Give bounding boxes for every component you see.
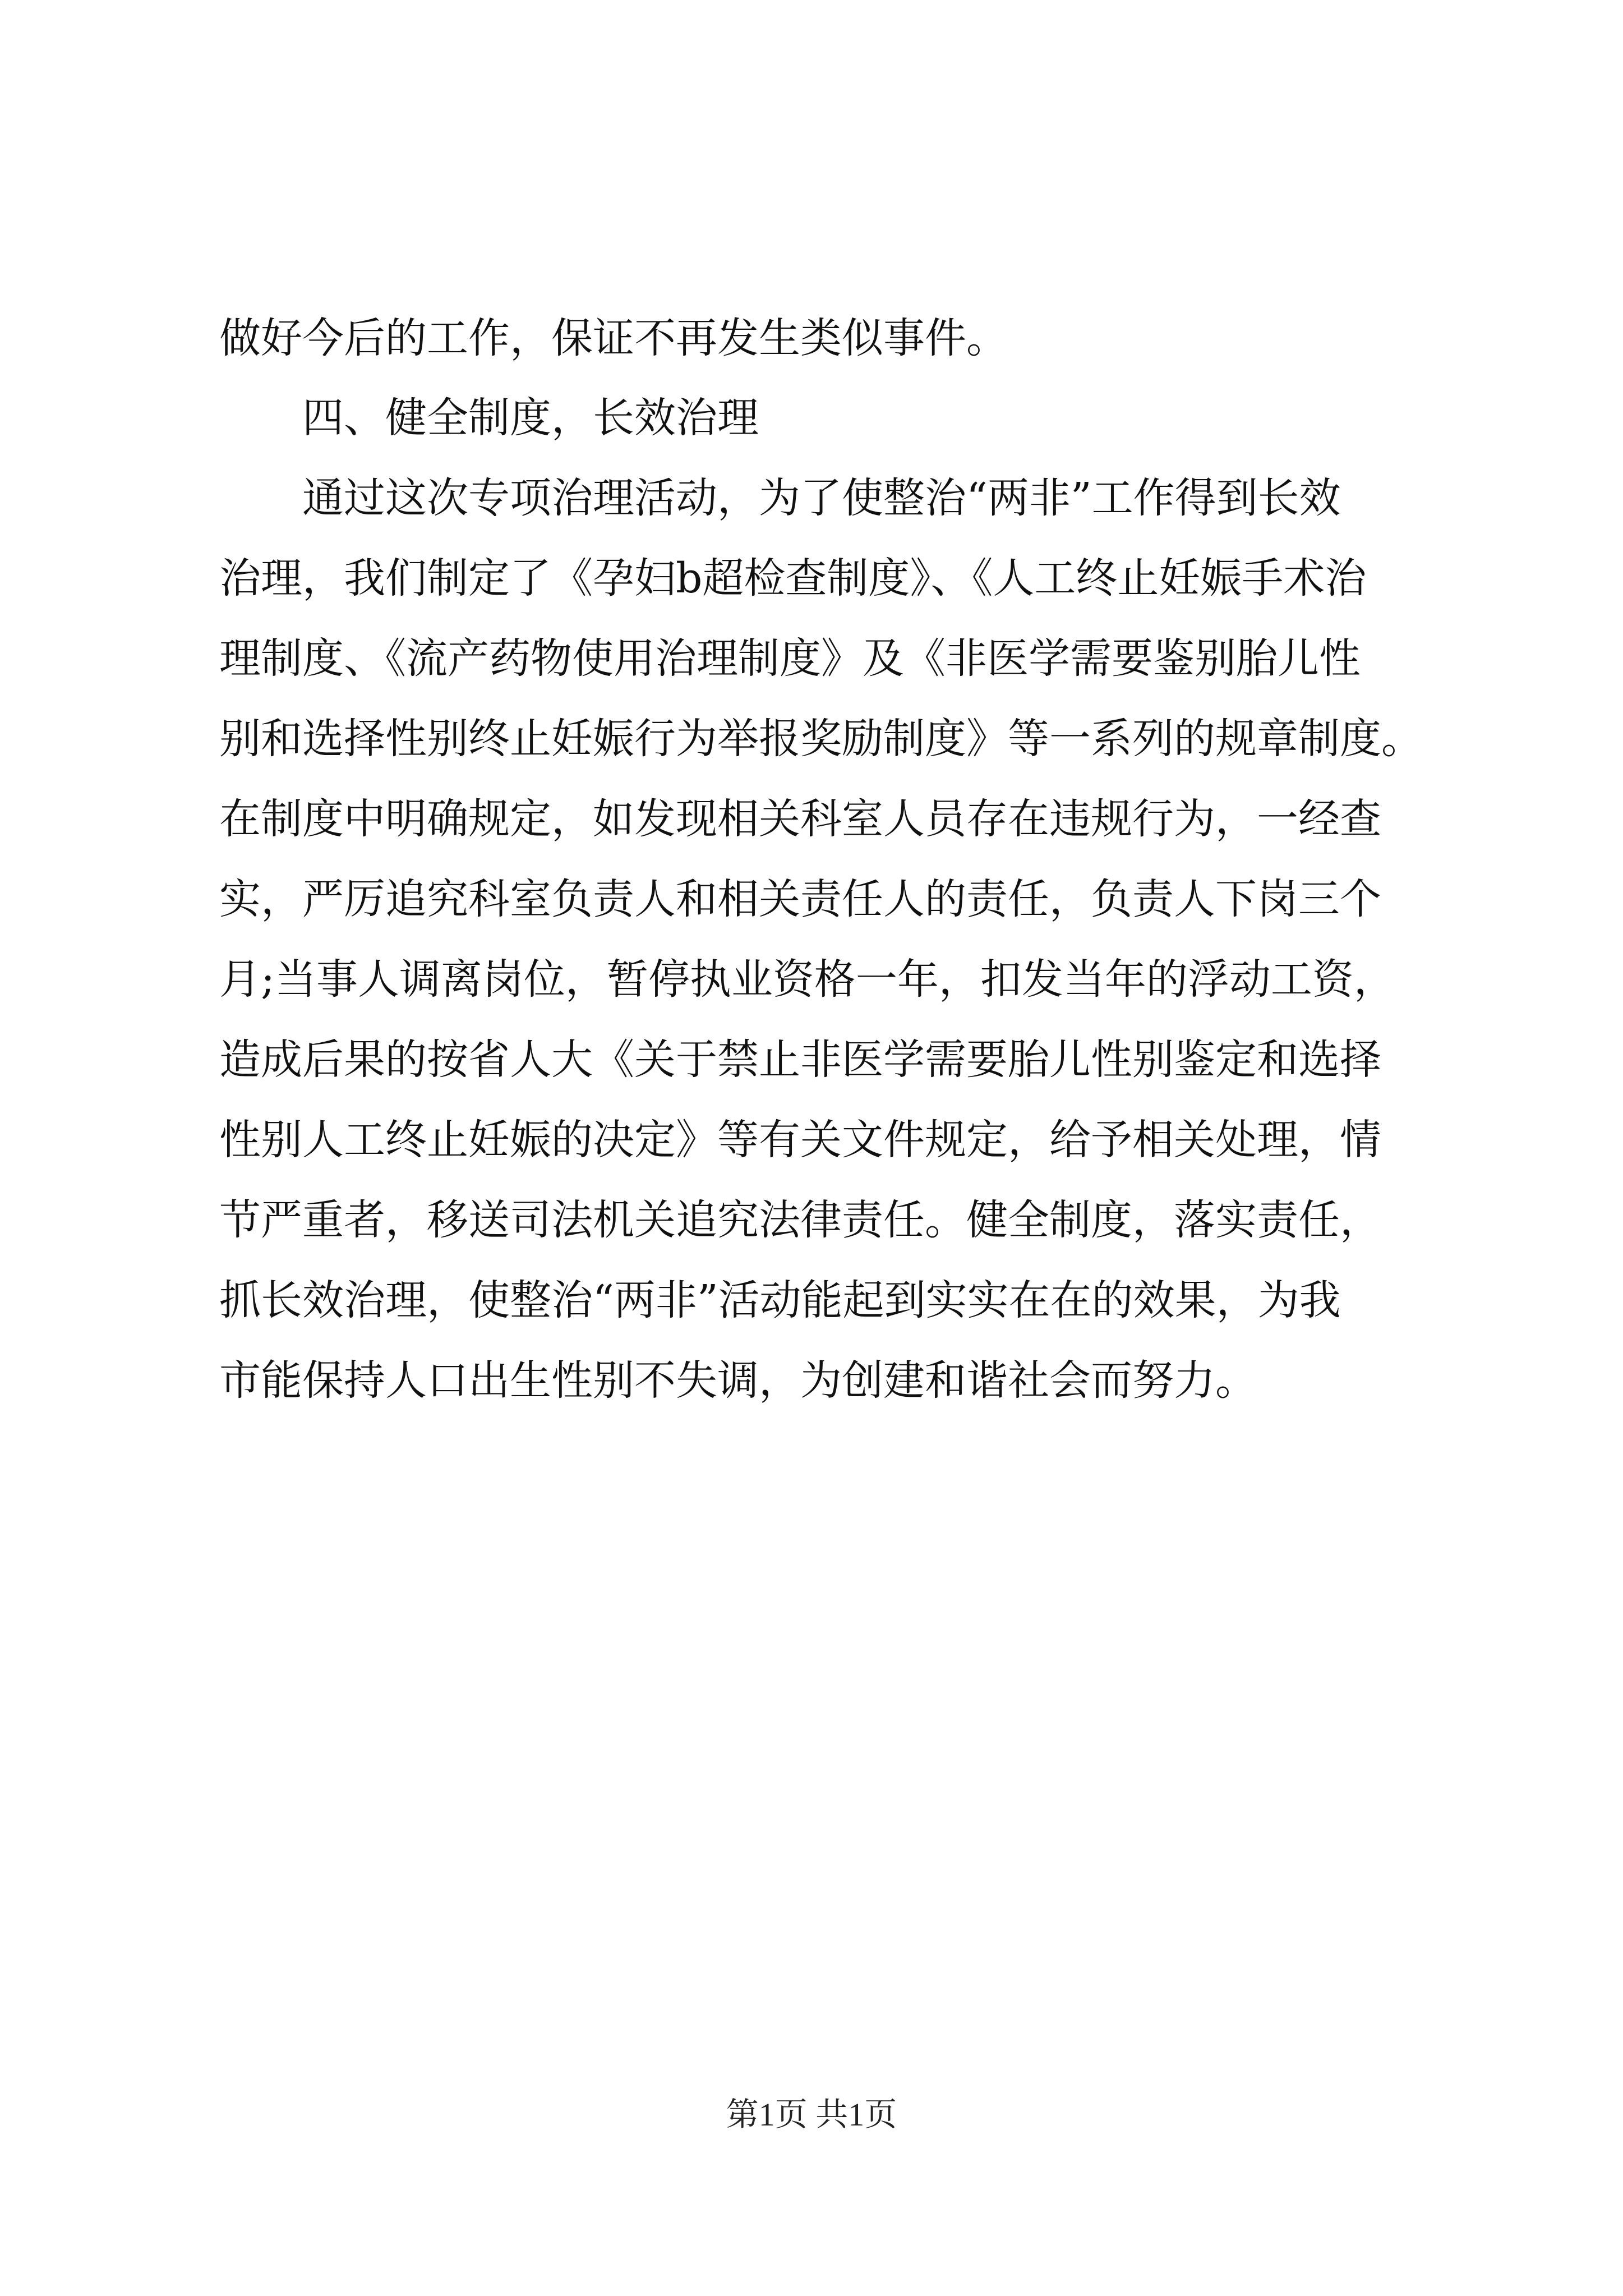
text-line: 造成后果的按省人大《关于禁止非医学需要胎儿性别鉴定和选择 bbox=[219, 1036, 1381, 1084]
page-footer: 第1页 共1页 bbox=[726, 2096, 897, 2133]
text-line: 做好今后的工作，保证不再发生类似事件。 bbox=[219, 314, 1008, 362]
text-line: 节严重者，移送司法机关追究法律责任。健全制度，落实责任， bbox=[219, 1196, 1381, 1244]
text-line: 通过这次专项治理活动，为了使整治“两非”工作得到长效 bbox=[219, 474, 1341, 522]
text-line: 市能保持人口出生性别不失调，为创建和谐社会而努力。 bbox=[219, 1356, 1257, 1405]
text-line: 月;当事人调离岗位，暂停执业资格一年，扣发当年的浮动工资， bbox=[219, 955, 1395, 1004]
section-heading: 四、健全制度，长效治理 bbox=[219, 394, 759, 442]
text-line: 实，严厉追究科室负责人和相关责任人的责任，负责人下岗三个 bbox=[219, 875, 1381, 923]
text-line: 理制度、《流产药物使用治理制度》及《非医学需要鉴别胎儿性 bbox=[219, 634, 1361, 683]
text-line: 别和选择性别终止妊娠行为举报奖励制度》等一系列的规章制度。 bbox=[219, 715, 1423, 763]
text-line: 在制度中明确规定，如发现相关科室人员存在违规行为，一经查 bbox=[219, 795, 1381, 843]
text-line: 抓长效治理，使整治“两非”活动能起到实实在在的效果，为我 bbox=[219, 1276, 1341, 1324]
text-line: 性别人工终止妊娠的决定》等有关文件规定，给予相关处理，情 bbox=[219, 1116, 1381, 1164]
text-line: 治理，我们制定了《孕妇b超检查制度》、《人工终止妊娠手术治 bbox=[219, 554, 1367, 602]
